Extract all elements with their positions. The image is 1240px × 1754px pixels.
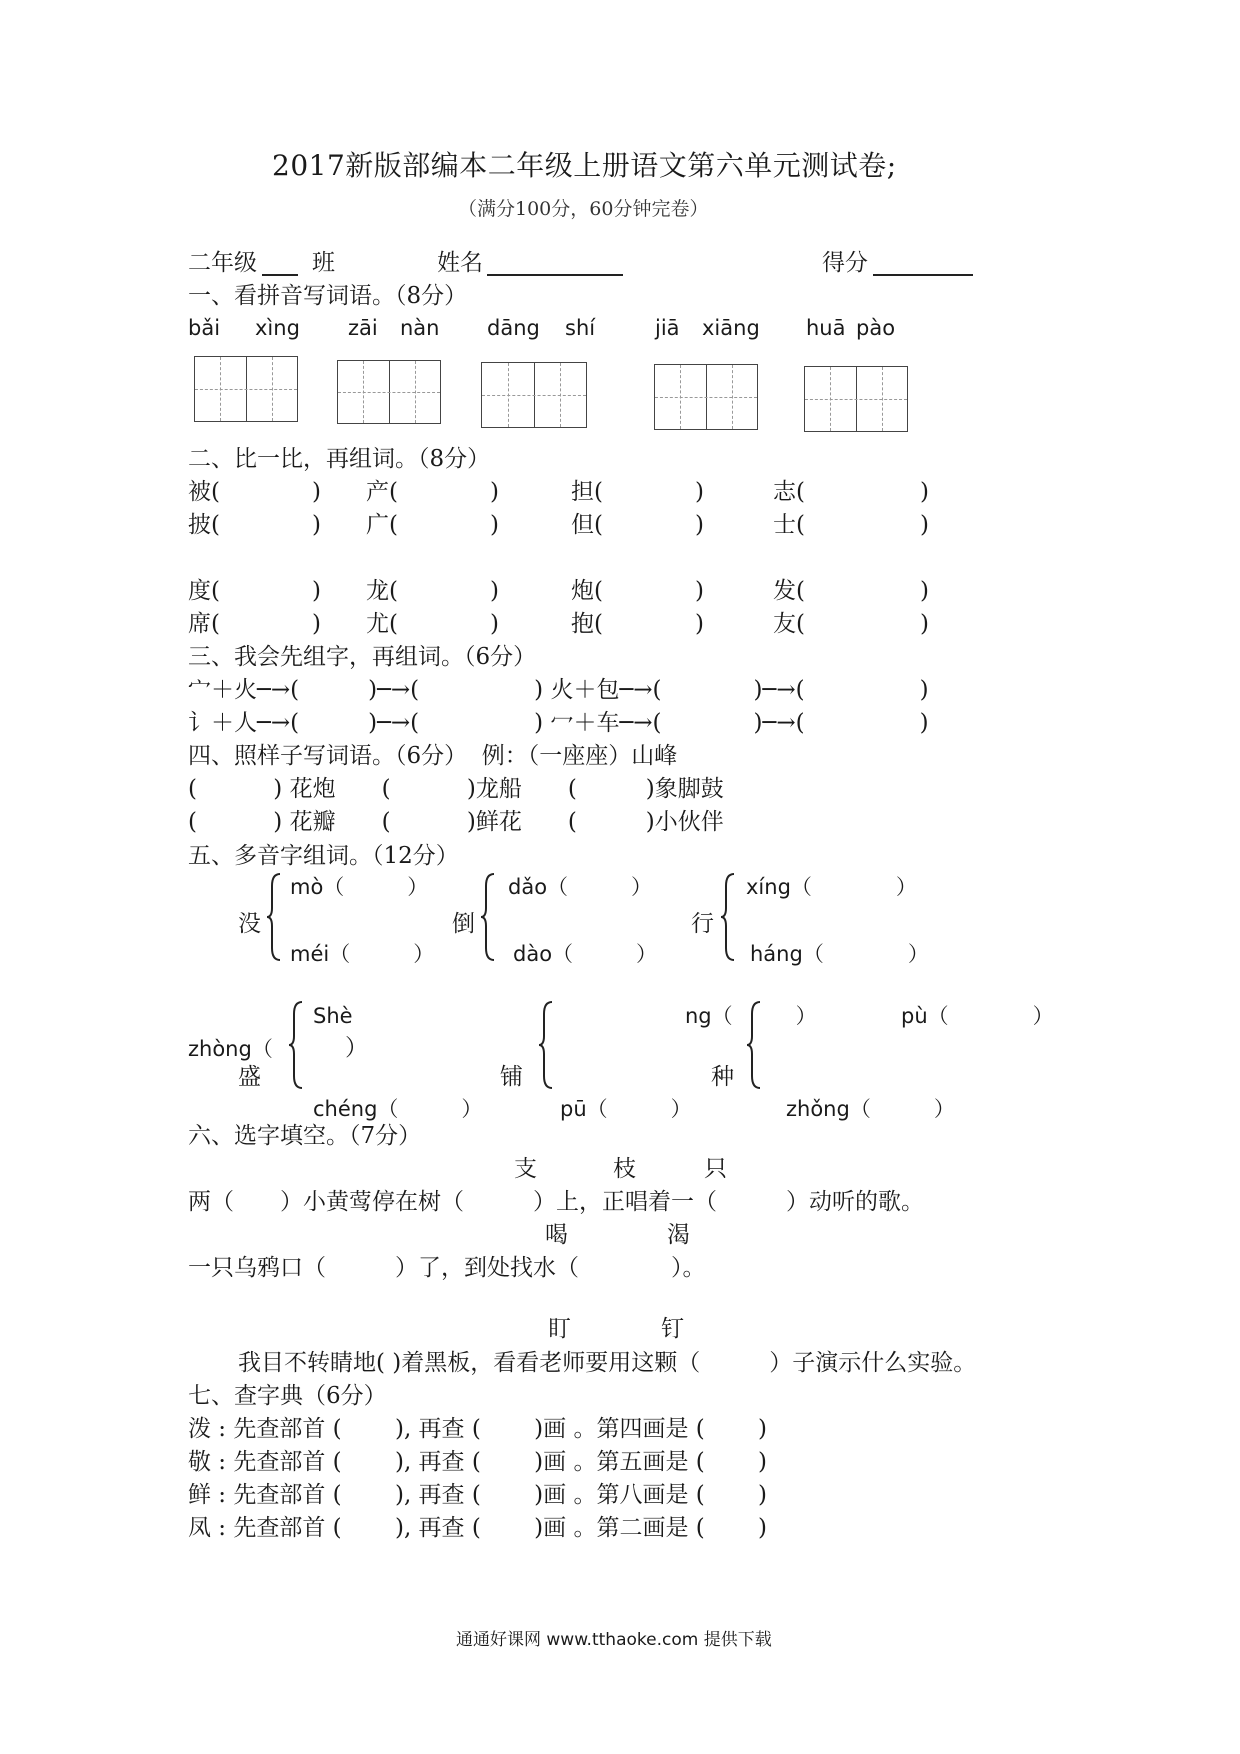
polyphone-reading[interactable]: chéng（ ） <box>313 1097 483 1121</box>
page-subtitle: （满分100分，60分钟完卷） <box>458 198 709 220</box>
pinyin-3a: dāng <box>487 316 540 340</box>
compare-item[interactable]: 但( ) <box>571 512 704 538</box>
example-line[interactable]: ( ) 花瓣 ( )鲜花 ( )小伙伴 <box>188 809 724 835</box>
polyphone-char: 铺 <box>500 1064 523 1090</box>
compare-item[interactable]: 龙( ) <box>366 578 499 604</box>
name-blank[interactable] <box>487 274 623 276</box>
option-char: 渴 <box>667 1222 690 1248</box>
polyphone-char: 盛 <box>238 1064 261 1090</box>
section-7-heading: 七、查字典（6分） <box>188 1383 387 1409</box>
compare-item[interactable]: 抱( ) <box>571 611 704 637</box>
polyphone-reading[interactable]: ng（ ） <box>685 1004 817 1028</box>
name-label: 姓名 <box>437 250 483 276</box>
section-2-heading: 二、比一比，再组词。（8分） <box>188 446 491 472</box>
pinyin-5b: pào <box>856 316 896 340</box>
polyphone-reading[interactable]: pù（ ） <box>901 1004 1054 1028</box>
compare-item[interactable]: 友( ) <box>773 611 929 637</box>
polyphone-reading[interactable]: méi（ ） <box>290 942 435 966</box>
compare-item[interactable]: 尤( ) <box>366 611 499 637</box>
score-label: 得分 <box>822 250 868 276</box>
polyphone-char: 行 <box>691 911 714 937</box>
option-char: 喝 <box>545 1222 568 1248</box>
polyphone-reading[interactable]: dǎo（ ） <box>508 875 653 899</box>
grade-label: 二年级 <box>188 250 257 276</box>
polyphone-reading[interactable]: mò（ ） <box>290 875 429 899</box>
polyphone-char: 倒 <box>452 911 475 937</box>
pinyin-1a: bǎi <box>188 316 221 340</box>
page-title: 2017新版部编本二年级上册语文第六单元测试卷; <box>272 149 897 182</box>
section-3-heading: 三、我会先组字，再组词。（6分） <box>188 644 537 670</box>
polyphone-reading[interactable]: zhòng（ <box>188 1037 273 1061</box>
polyphone-char: 没 <box>238 911 261 937</box>
fill-line[interactable]: 我目不转睛地( )着黑板，看看老师要用这颗（ ）子演示什么实验。 <box>238 1350 977 1376</box>
fill-line[interactable]: 两（ ）小黄莺停在树（ ）上，正唱着一（ ）动听的歌。 <box>188 1189 924 1215</box>
option-char: 只 <box>704 1156 727 1182</box>
example-line[interactable]: ( ) 花炮 ( )龙船 ( )象脚鼓 <box>188 776 724 802</box>
dictionary-line[interactable]: 凤 : 先查部首 ( ), 再查 ( )画 。第二画是 ( ) <box>188 1515 768 1541</box>
pinyin-1b: xìng <box>255 316 300 340</box>
pinyin-2b: nàn <box>400 316 440 340</box>
compose-line[interactable]: 宀＋火─→( )─→( ) 火＋包─→( )─→( ) <box>188 677 929 703</box>
compare-item[interactable]: 披( ) <box>188 512 321 538</box>
polyphone-char: 种 <box>711 1064 734 1090</box>
compare-item[interactable]: 度( ) <box>188 578 321 604</box>
section-1-heading: 一、看拼音写词语。（8分） <box>188 283 468 309</box>
polyphone-paren: ） <box>345 1035 368 1061</box>
dictionary-line[interactable]: 敬 : 先查部首 ( ), 再查 ( )画 。第五画是 ( ) <box>188 1449 768 1475</box>
class-label: 班 <box>312 250 335 276</box>
writing-grid[interactable] <box>194 356 298 422</box>
pinyin-5a: huā <box>806 316 846 340</box>
compare-item[interactable]: 广( ) <box>366 512 499 538</box>
section-4-heading: 四、照样子写词语。（6分） 例：（一座座）山峰 <box>188 743 678 769</box>
compare-item[interactable]: 席( ) <box>188 611 321 637</box>
polyphone-reading[interactable]: zhǒng（ ） <box>786 1097 955 1121</box>
section-5-heading: 五、多音字组词。（12分） <box>188 843 459 869</box>
option-char: 枝 <box>613 1156 636 1182</box>
compose-line[interactable]: 讠＋人─→( )─→( ) 冖＋车─→( )─→( ) <box>188 710 929 736</box>
compare-item[interactable]: 产( ) <box>366 479 499 505</box>
brace-icon <box>266 872 282 962</box>
polyphone-reading[interactable]: pū（ ） <box>560 1097 692 1121</box>
section-6-heading: 六、选字填空。（7分） <box>188 1123 422 1149</box>
compare-item[interactable]: 志( ) <box>773 479 929 505</box>
pinyin-4b: xiāng <box>702 316 760 340</box>
brace-icon <box>746 1000 762 1090</box>
compare-item[interactable]: 士( ) <box>773 512 929 538</box>
pinyin-2a: zāi <box>348 316 378 340</box>
polyphone-reading[interactable]: háng（ ） <box>750 942 929 966</box>
brace-icon <box>288 1000 304 1090</box>
polyphone-reading[interactable]: dào（ ） <box>513 942 658 966</box>
writing-grid[interactable] <box>337 360 441 424</box>
compare-item[interactable]: 发( ) <box>773 578 929 604</box>
dictionary-line[interactable]: 鲜 : 先查部首 ( ), 再查 ( )画 。第八画是 ( ) <box>188 1482 768 1508</box>
grade-blank[interactable] <box>262 274 298 276</box>
brace-icon <box>480 872 496 962</box>
polyphone-reading: Shè <box>313 1004 353 1028</box>
score-blank[interactable] <box>873 274 973 276</box>
pinyin-3b: shí <box>565 316 596 340</box>
writing-grid[interactable] <box>804 366 908 432</box>
pinyin-4a: jiā <box>655 316 680 340</box>
option-char: 钉 <box>661 1316 684 1342</box>
brace-icon <box>720 872 736 962</box>
compare-item[interactable]: 担( ) <box>571 479 704 505</box>
compare-item[interactable]: 被( ) <box>188 479 321 505</box>
compare-item[interactable]: 炮( ) <box>571 578 704 604</box>
writing-grid[interactable] <box>481 362 587 428</box>
brace-icon <box>538 1000 554 1090</box>
footer-credit: 通通好课网 www.tthaoke.com 提供下载 <box>456 1630 772 1650</box>
writing-grid[interactable] <box>654 364 758 430</box>
fill-line[interactable]: 一只乌鸦口（ ）了，到处找水（ ）。 <box>188 1255 706 1281</box>
option-char: 支 <box>514 1156 537 1182</box>
dictionary-line[interactable]: 泼 : 先查部首 ( ), 再查 ( )画 。第四画是 ( ) <box>188 1416 768 1442</box>
polyphone-reading[interactable]: xíng（ ） <box>746 875 917 899</box>
option-char: 盯 <box>548 1316 571 1342</box>
